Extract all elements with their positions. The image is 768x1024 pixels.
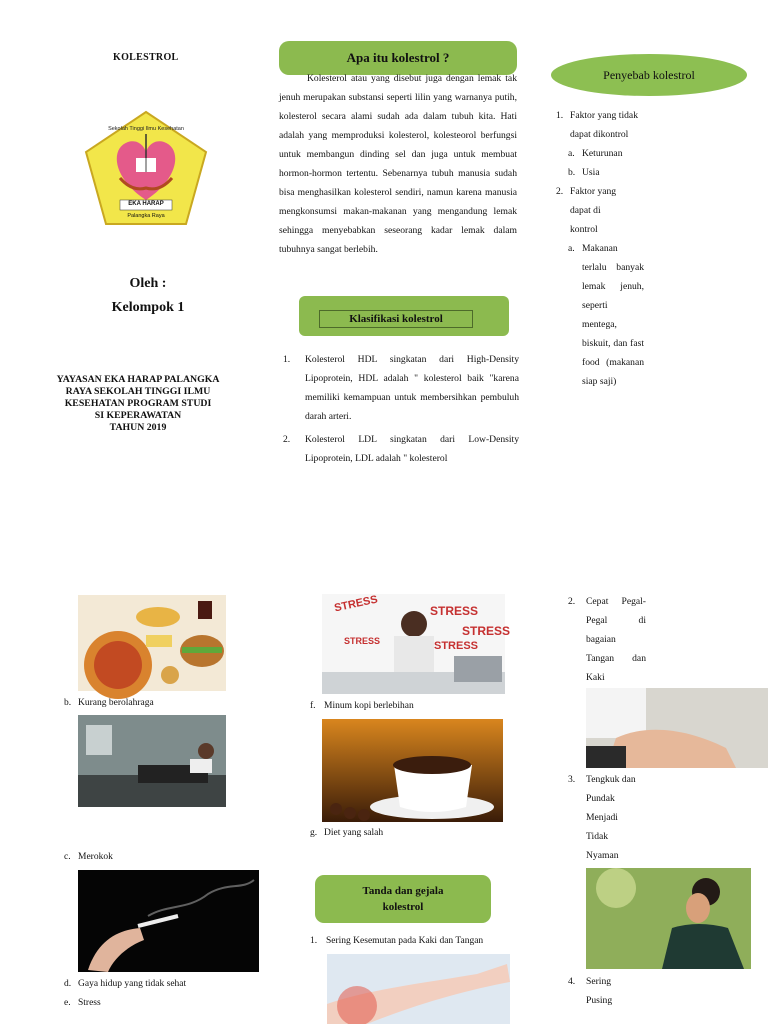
sub-list-letter: b. bbox=[568, 167, 576, 178]
list-text: Sering Pusing bbox=[586, 976, 613, 1006]
sub-list-item bbox=[568, 163, 646, 182]
list-item-text: Kolesterol HDL singkatan dari High-Density Lipoprotein, HDL adalah " kolesterol baik "karena memiliki kemampuan untuk membersihkan pembuluh darah arteri. bbox=[305, 354, 519, 422]
sign-4-item bbox=[568, 972, 648, 1010]
fast-food-image bbox=[78, 595, 226, 691]
list-item-text: Kolesterol LDL singkatan dari Low-Density Lipoprotein, LDL adalah " kolesterol bbox=[305, 434, 519, 464]
list-letter: c. bbox=[64, 852, 71, 862]
list-text: Minum kopi berlebihan bbox=[324, 701, 414, 711]
list-letter: g. bbox=[310, 828, 318, 838]
sub-list-letter: a. bbox=[568, 148, 575, 159]
school-logo bbox=[82, 108, 210, 228]
causes-list bbox=[556, 106, 646, 391]
stress-word: STRESS bbox=[430, 604, 479, 618]
what-is-paragraph: Kolesterol atau yang disebut juga dengan lemak tak jenuh merupakan substansi seperti lilin yang warnanya putih, kolesterol secara alami sudah ada dalam tubuh kita. Hati adalah yang memproduksi kolesterol, kolesteorol berfungsi untuk membangun dinding sel dan juga untuk membuat hormon-hormon tertentu. Sebenarnya tubuh manusia sudah bisa menghasilkan kolesterol sendiri, namun karena manusia mengkonsumsi makan-makanan yang mengandung lemak sehingga menyebabkan seseorang kadar lemak dalam tubuhnya sangat berlebih. bbox=[279, 73, 517, 255]
leg-pain-image bbox=[586, 688, 768, 768]
stress-word: STRESS bbox=[462, 624, 511, 638]
list-letter: b. bbox=[64, 698, 72, 708]
list-text: Kurang berolahraga bbox=[78, 698, 154, 708]
sub-list-item bbox=[568, 239, 646, 391]
signs-heading-line: kolestrol bbox=[382, 901, 424, 913]
list-text: Stress bbox=[78, 998, 101, 1008]
classification-heading-text: Klasifikasi kolestrol bbox=[349, 313, 443, 325]
list-letter: f. bbox=[310, 701, 316, 711]
list-item-number: 1. bbox=[556, 110, 564, 121]
signs-heading-line: Tanda dan gejala bbox=[362, 885, 444, 897]
signs-heading bbox=[315, 875, 491, 923]
stress-word: STRESS bbox=[333, 593, 379, 615]
list-number: 2. bbox=[568, 596, 576, 607]
list-item-number: 2. bbox=[283, 434, 291, 445]
list-text: Sering Kesemutan pada Kaki dan Tangan bbox=[326, 936, 484, 946]
list-letter: d. bbox=[64, 979, 72, 989]
tingling-arm-image bbox=[327, 954, 510, 1024]
cause-d-item bbox=[64, 975, 284, 994]
list-item-number: 2. bbox=[556, 186, 564, 197]
sub-list-item bbox=[568, 144, 646, 163]
logo-bottom-text: Palangka Raya bbox=[127, 213, 165, 219]
sub-list-text: Keturunan bbox=[582, 148, 623, 159]
list-item-text: Faktor yang dapat di kontrol bbox=[570, 186, 617, 235]
logo-ribbon-text: EKA HARAP bbox=[128, 201, 164, 207]
smoking-image bbox=[78, 870, 259, 972]
list-item-number: 1. bbox=[283, 354, 291, 365]
list-text: Cepat Pegal-Pegal di bagaian Tangan dan Kaki bbox=[586, 596, 646, 683]
sub-list-text: Makanan terlalu banyak lemak jenuh, seperti mentega, biskuit, dan fast food (makanan siap saji) bbox=[582, 243, 644, 387]
sub-list-letter: a. bbox=[568, 243, 575, 254]
list-number: 3. bbox=[568, 774, 576, 785]
neck-pain-image bbox=[586, 868, 751, 969]
causes-heading-text: Penyebab kolestrol bbox=[603, 67, 695, 82]
list-text: Gaya hidup yang tidak sehat bbox=[78, 979, 187, 989]
sub-list bbox=[556, 144, 646, 182]
institution-line: SI KEPERAWATAN bbox=[94, 410, 182, 421]
sub-list bbox=[556, 239, 646, 391]
cause-f-item bbox=[310, 697, 510, 716]
list-item bbox=[283, 430, 519, 468]
what-is-heading-text: Apa itu kolestrol ? bbox=[346, 50, 450, 65]
list-item bbox=[556, 182, 646, 239]
list-text: Tengkuk dan Pundak Menjadi Tidak Nyaman bbox=[586, 774, 636, 861]
group-name: Kelompok 1 bbox=[111, 300, 185, 315]
list-letter: e. bbox=[64, 998, 71, 1008]
list-number: 4. bbox=[568, 976, 576, 987]
cause-c-item bbox=[64, 848, 264, 867]
institution-block bbox=[30, 374, 246, 434]
sign-1-item bbox=[310, 932, 540, 951]
author-label: Oleh : bbox=[129, 276, 167, 291]
list-text: Diet yang salah bbox=[324, 828, 384, 838]
sign-2-item bbox=[568, 592, 648, 687]
list-text: Merokok bbox=[78, 852, 113, 862]
brochure-title: KOLESTROL bbox=[113, 52, 179, 63]
coffee-image bbox=[322, 719, 503, 822]
stress-image bbox=[322, 593, 511, 694]
logo-top-text: Sekolah Tinggi Ilmu Kesehatan bbox=[108, 126, 184, 132]
lazy-person-image bbox=[78, 715, 226, 807]
classification-list bbox=[283, 350, 519, 468]
institution-line: YAYASAN EKA HARAP PALANGKA bbox=[56, 374, 220, 385]
sign-3-item bbox=[568, 770, 648, 865]
list-item bbox=[283, 350, 519, 426]
classification-heading-box bbox=[319, 310, 473, 328]
institution-line: RAYA SEKOLAH TINGGI ILMU bbox=[65, 386, 211, 397]
cause-e-item bbox=[64, 994, 264, 1013]
causes-heading bbox=[551, 54, 747, 96]
institution-line: TAHUN 2019 bbox=[109, 422, 167, 433]
cause-b-item bbox=[64, 694, 264, 713]
list-number: 1. bbox=[310, 936, 318, 946]
cause-g-item bbox=[310, 824, 510, 843]
sub-list-text: Usia bbox=[582, 167, 600, 178]
list-item bbox=[556, 106, 646, 144]
classification-heading bbox=[299, 296, 509, 336]
list-item-text: Faktor yang tidak dapat dikontrol bbox=[570, 110, 638, 140]
stress-word: STRESS bbox=[344, 636, 381, 646]
stress-word: STRESS bbox=[434, 640, 479, 652]
institution-line: KESEHATAN PROGRAM STUDI bbox=[64, 398, 212, 409]
